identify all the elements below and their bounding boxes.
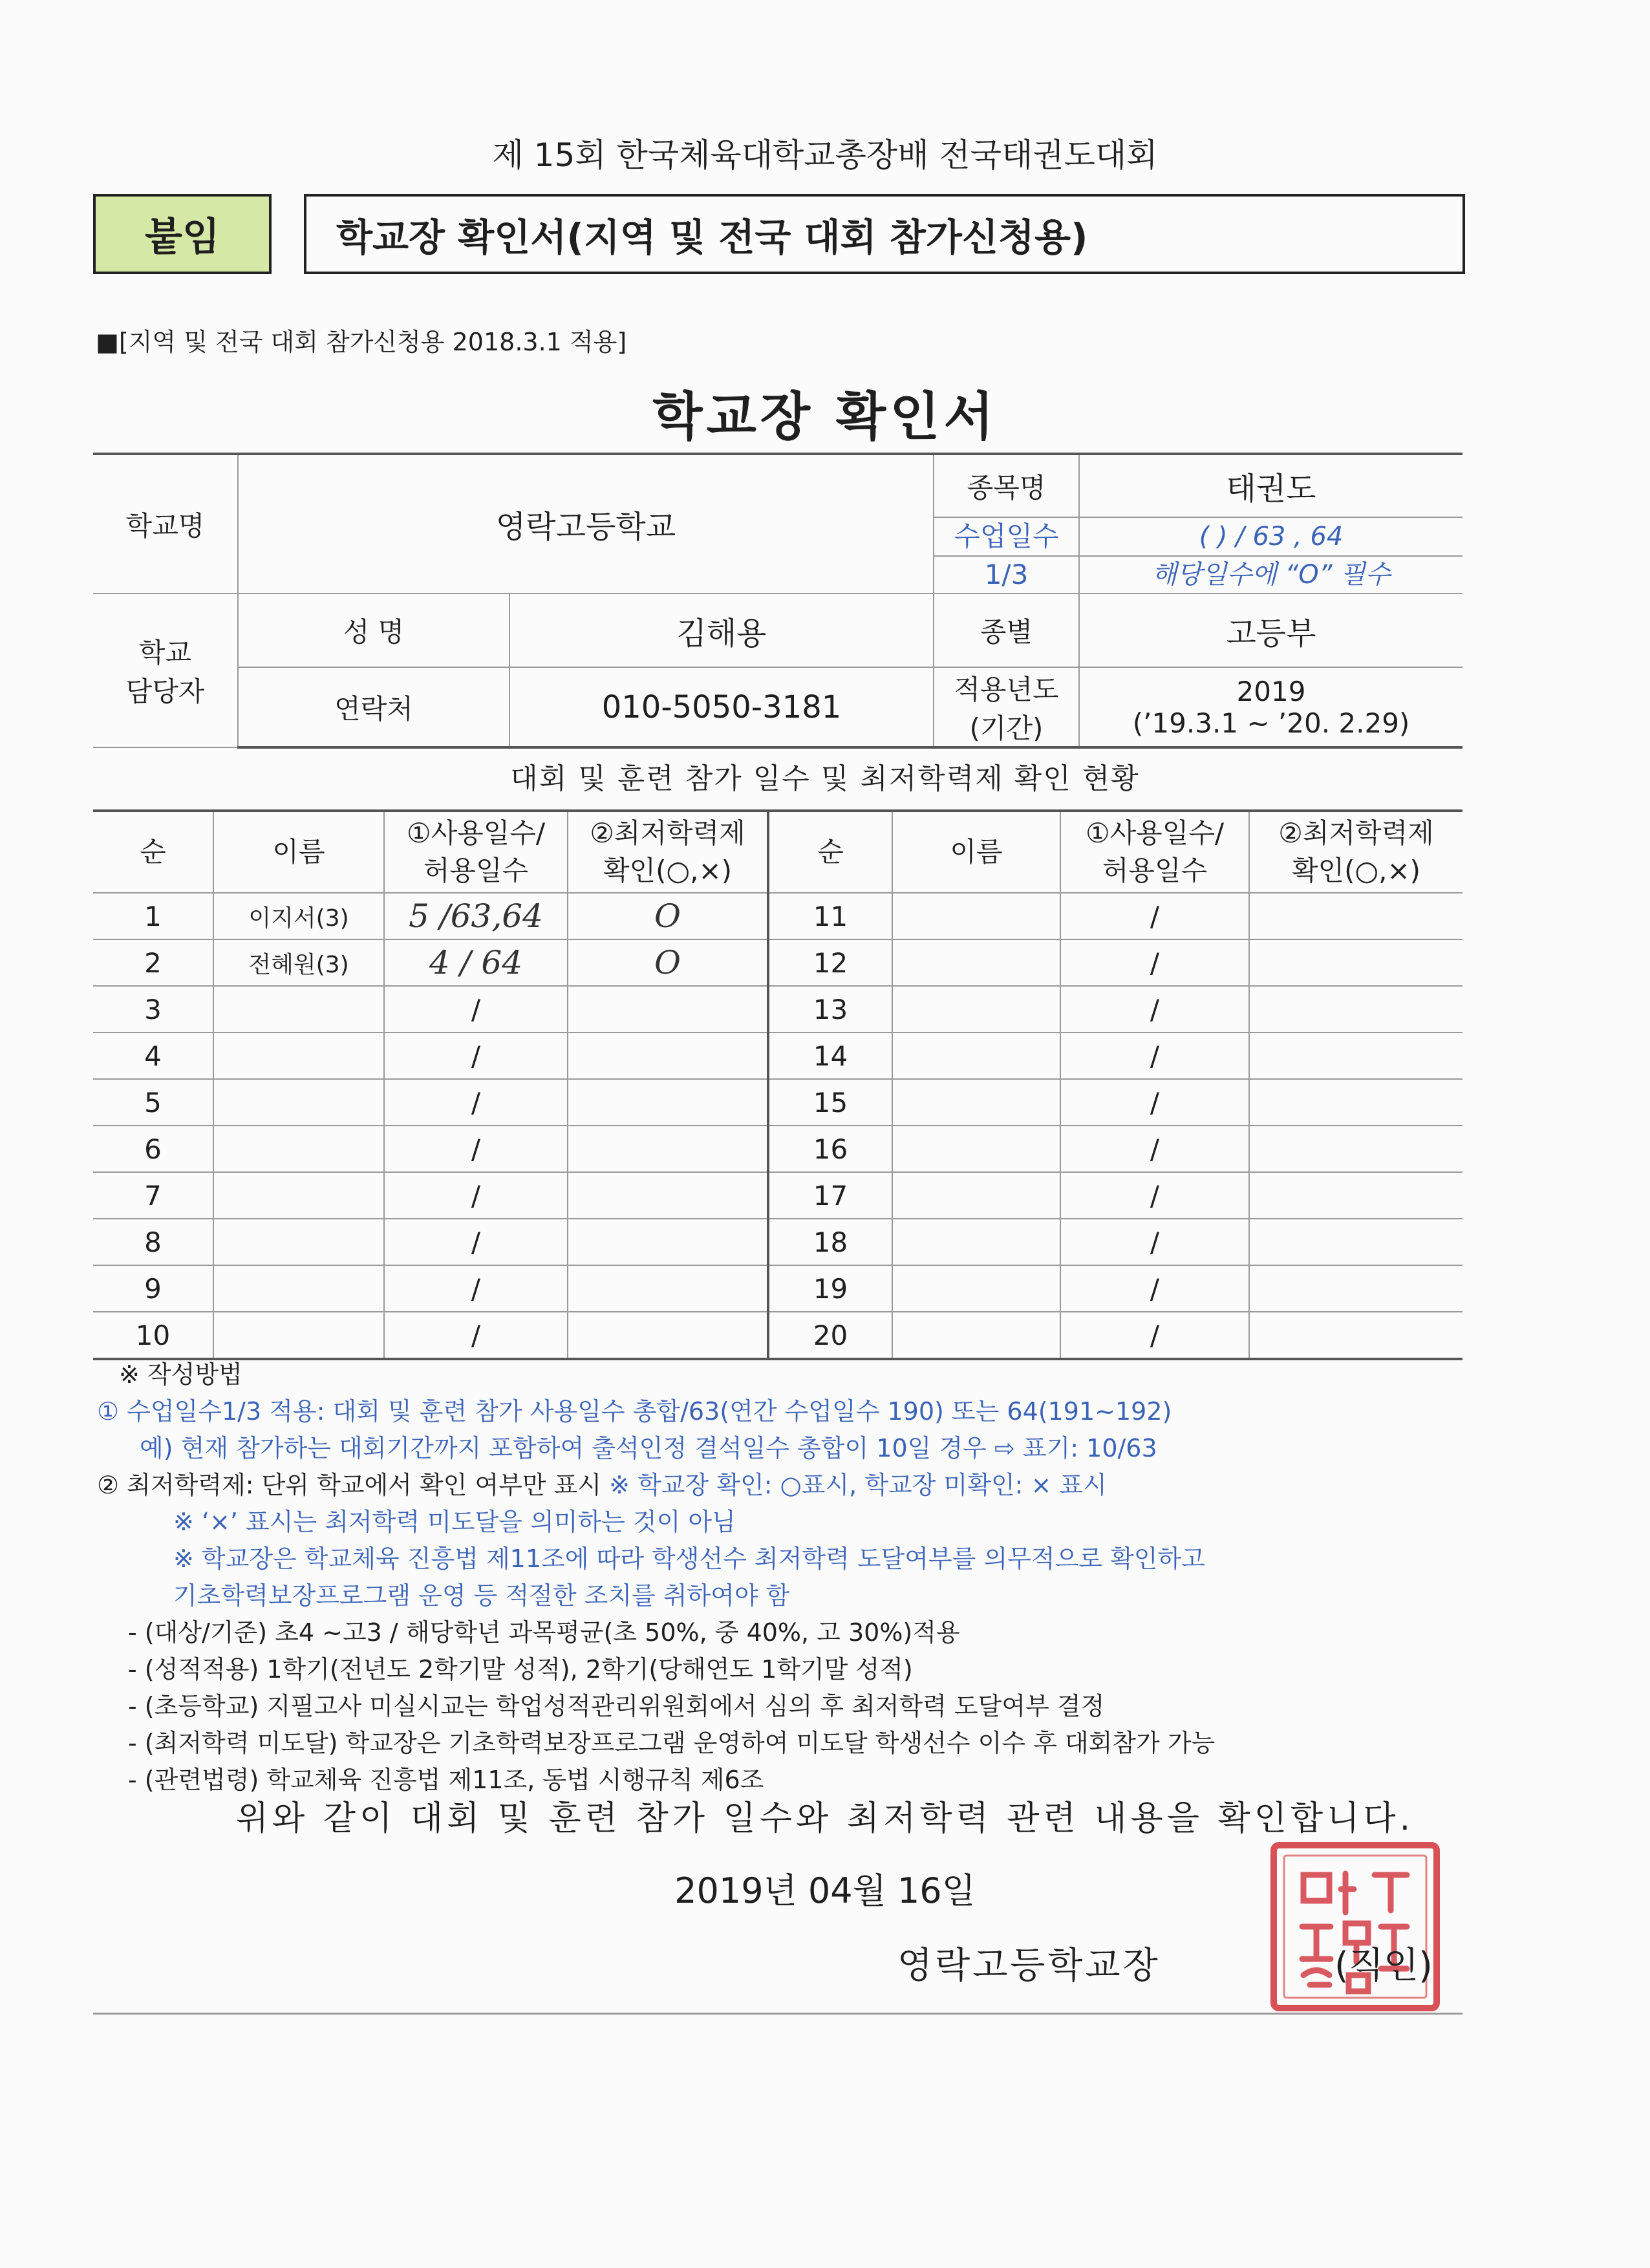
class-days-value-cell [1079, 517, 1462, 594]
contact-person-label [93, 594, 238, 747]
col-min-2 [1249, 811, 1462, 893]
row-check [568, 1172, 768, 1219]
row-check: O [568, 893, 768, 939]
year-value-cell [1079, 667, 1462, 747]
row-check [568, 1079, 768, 1126]
col-days-2 [1060, 811, 1249, 893]
row-days-2: / [1060, 1079, 1249, 1126]
row-name [213, 1219, 384, 1265]
instruction-line-4: ※ ‘×’ 표시는 최저학력 미도달을 의미하는 것이 아님 [173, 1508, 736, 1536]
row-name [213, 1126, 384, 1172]
instruction-line-3 [97, 1467, 1474, 1504]
school-value: 영락고등학교 [238, 454, 934, 594]
col-min-line2: 확인(○,×) [603, 855, 733, 886]
document-title: 학교장 확인서(지역 및 전국 대회 참가신청용) [304, 194, 1465, 274]
row-check [568, 1126, 768, 1172]
row-check-2 [1249, 1079, 1462, 1126]
name-label: 성 명 [238, 594, 509, 667]
row-check-2 [1249, 939, 1462, 986]
attach-label: 붙임 [93, 194, 272, 274]
row-no-2: 13 [768, 986, 892, 1032]
row-no-2: 14 [768, 1032, 892, 1079]
row-no: 10 [93, 1312, 213, 1359]
row-name: 전혜원(3) [213, 939, 384, 986]
row-check-2 [1249, 1312, 1462, 1359]
row-days-2: / [1060, 1032, 1249, 1079]
table-row [93, 1032, 1462, 1079]
row-days: / [384, 1312, 568, 1359]
instruction-line-8: - (성적적용) 1학기(전년도 2학기말 성적), 2학기(당해연도 1학기말 성적) [128, 1655, 913, 1684]
table-row [93, 986, 1462, 1032]
instruction-line-5: ※ 학교장은 학교체육 진흥법 제11조에 따라 학생선수 최저학력 도달여부를 의무적으로 확인하고 [173, 1545, 1205, 1573]
col-days-line2: 허용일수 [423, 855, 529, 886]
row-name-2 [892, 1126, 1060, 1172]
row-check [568, 1032, 768, 1079]
row-name-2 [892, 1312, 1060, 1359]
table-row [93, 1079, 1462, 1126]
class-days-cell [934, 517, 1079, 594]
school-label: 학교명 [93, 454, 238, 594]
one-third-label: 1/3 [984, 559, 1029, 590]
table-row [93, 1172, 1462, 1219]
row-check-2 [1249, 1032, 1462, 1079]
applies-note: ■[지역 및 전국 대회 참가신청용 2018.3.1 적용] [96, 328, 627, 356]
row-name-2 [892, 893, 1060, 939]
date-text: 2019년 04월 16일 [674, 1870, 976, 1911]
row-days-2: / [1060, 1312, 1249, 1359]
row-name-2 [892, 1265, 1060, 1312]
row-name [213, 986, 384, 1032]
phone-label: 연락처 [238, 667, 509, 747]
row-days: / [384, 1032, 568, 1079]
instruction-line-1: ① 수업일수1/3 적용: 대회 및 훈련 참가 사용일수 총합/63(연간 수업일수 190) 또는 64(191~192) [97, 1397, 1172, 1426]
row-days: 4 / 64 [384, 939, 568, 986]
row-name [213, 1032, 384, 1079]
row-no: 2 [93, 939, 213, 986]
one-third-note: 해당일수에 “O” 필수 [1152, 560, 1391, 590]
table-row [93, 1219, 1462, 1265]
row-no-2: 11 [768, 893, 892, 939]
class-days-value: ( ) / 63 , 64 [1080, 518, 1462, 557]
col-no: 순 [93, 811, 213, 893]
instruction-line-11: - (관련법령) 학교체육 진흥법 제11조, 동법 시행규칙 제6조 [128, 1766, 764, 1794]
row-check-2 [1249, 1219, 1462, 1265]
row-name-2 [892, 1079, 1060, 1126]
row-days-2: / [1060, 1172, 1249, 1219]
row-name [213, 1172, 384, 1219]
row-check-2 [1249, 986, 1462, 1032]
row-no: 1 [93, 893, 213, 939]
row-days-2: / [1060, 986, 1249, 1032]
contact-person-label-2: 담당자 [125, 676, 205, 707]
instruction-line-3a: ② 최저학력제: 단위 학교에서 확인 여부만 표시 [97, 1471, 610, 1499]
row-check-2 [1249, 1172, 1462, 1219]
status-table [93, 809, 1462, 1360]
row-check [568, 1312, 768, 1359]
year-label-2: (기간) [969, 712, 1044, 744]
row-no-2: 12 [768, 939, 892, 986]
instructions-title: ※ 작성방법 [119, 1360, 242, 1389]
row-no-2: 20 [768, 1312, 892, 1359]
row-check [568, 986, 768, 1032]
row-no-2: 16 [768, 1126, 892, 1172]
row-days: 5 /63,64 [384, 893, 568, 939]
seal-label: (직인) [1334, 1945, 1433, 1987]
row-no-2: 18 [768, 1219, 892, 1265]
row-name-2 [892, 986, 1060, 1032]
instruction-line-7: - (대상/기준) 초4 ~고3 / 해당학년 과목평균(초 50%, 중 40%, 고 30%)적용 [128, 1618, 960, 1647]
row-no: 4 [93, 1032, 213, 1079]
principal-name: 영락고등학교장 [897, 1945, 1161, 1987]
table-row [93, 939, 1462, 986]
division-value: 고등부 [1079, 594, 1462, 667]
col-min-2-line1: ②최저학력제 [1278, 817, 1434, 849]
row-no: 8 [93, 1219, 213, 1265]
col-min-2-line2: 확인(○,×) [1291, 855, 1421, 886]
row-days-2: / [1060, 939, 1249, 986]
row-check [568, 1219, 768, 1265]
col-days-2-line2: 허용일수 [1102, 855, 1208, 886]
col-days-line1: ①사용일수/ [406, 817, 546, 849]
row-check: O [568, 939, 768, 986]
row-no: 3 [93, 986, 213, 1032]
info-table [93, 453, 1462, 749]
instruction-line-10: - (최저학력 미도달) 학교장은 기초학력보장프로그램 운영하여 미도달 학생선수 이수 후 대회참가 가능 [128, 1729, 1216, 1757]
period-value: (’19.3.1 ~ ’20. 2.29) [1132, 707, 1410, 739]
instruction-line-2: 예) 현재 참가하는 대회기간까지 포함하여 출석인정 결석일수 총합이 10일 경우 ⇨ 표기: 10/63 [140, 1434, 1157, 1462]
confirm-text: 위와 같이 대회 및 훈련 참가 일수와 최저학력 관련 내용을 확인합니다. [235, 1799, 1415, 1838]
row-no: 7 [93, 1172, 213, 1219]
phone-value: 010-5050-3181 [509, 667, 934, 747]
division-label: 종별 [934, 594, 1079, 667]
instructions [97, 1356, 1474, 1799]
row-name-2 [892, 939, 1060, 986]
event-value: 태권도 [1079, 454, 1462, 517]
contact-person-label-1: 학교 [138, 637, 192, 669]
row-days-2: / [1060, 1265, 1249, 1312]
event-label: 종목명 [934, 454, 1079, 517]
row-days: / [384, 986, 568, 1032]
col-min [568, 811, 768, 893]
year-label-1: 적용년도 [954, 673, 1059, 705]
row-name: 이지서(3) [213, 893, 384, 939]
row-no: 5 [93, 1079, 213, 1126]
col-name: 이름 [213, 811, 384, 893]
row-no-2: 15 [768, 1079, 892, 1126]
row-check-2 [1249, 1126, 1462, 1172]
class-days-label: 수업일수 [934, 518, 1078, 557]
year-label [934, 667, 1079, 747]
status-heading: 대회 및 훈련 참가 일수 및 최저학력제 확인 현황 [510, 762, 1140, 795]
col-min-line1: ②최저학력제 [590, 817, 745, 849]
instruction-line-6: 기초학력보장프로그램 운영 등 적절한 조치를 취하여야 함 [173, 1581, 790, 1610]
col-no-2: 순 [768, 811, 892, 893]
row-days: / [384, 1126, 568, 1172]
year-value: 2019 [1236, 675, 1306, 707]
row-name-2 [892, 1219, 1060, 1265]
name-value: 김해용 [509, 594, 934, 667]
row-name-2 [892, 1032, 1060, 1079]
row-no: 9 [93, 1265, 213, 1312]
table-row [93, 893, 1462, 939]
row-days-2: / [1060, 1126, 1249, 1172]
row-days: / [384, 1079, 568, 1126]
col-name-2: 이름 [892, 811, 1060, 893]
row-days: / [384, 1219, 568, 1265]
row-days-2: / [1060, 1219, 1249, 1265]
col-days-2-line1: ①사용일수/ [1085, 817, 1225, 849]
table-row [93, 1312, 1462, 1359]
row-check-2 [1249, 893, 1462, 939]
row-check [568, 1265, 768, 1312]
row-no-2: 17 [768, 1172, 892, 1219]
row-days: / [384, 1172, 568, 1219]
instruction-line-9: - (초등학교) 지필고사 미실시교는 학업성적관리위원회에서 심의 후 최저학력 도달여부 결정 [128, 1692, 1105, 1720]
table-row [93, 1126, 1462, 1172]
instruction-line-3b: ※ 학교장 확인: ○표시, 학교장 미확인: × 표시 [609, 1471, 1107, 1499]
row-check-2 [1249, 1265, 1462, 1312]
row-no-2: 19 [768, 1265, 892, 1312]
row-name [213, 1312, 384, 1359]
row-days: / [384, 1265, 568, 1312]
bottom-divider [93, 2013, 1462, 2015]
event-title: 제 15회 한국체육대학교총장배 전국태권도대회 [492, 136, 1158, 174]
row-name [213, 1265, 384, 1312]
row-days-2: / [1060, 893, 1249, 939]
row-name-2 [892, 1172, 1060, 1219]
table-row [93, 1265, 1462, 1312]
col-days [384, 811, 568, 893]
row-no: 6 [93, 1126, 213, 1172]
school-seal-stamp [1265, 1836, 1446, 2017]
main-heading: 학교장 확인서 [652, 387, 998, 447]
row-name [213, 1079, 384, 1126]
